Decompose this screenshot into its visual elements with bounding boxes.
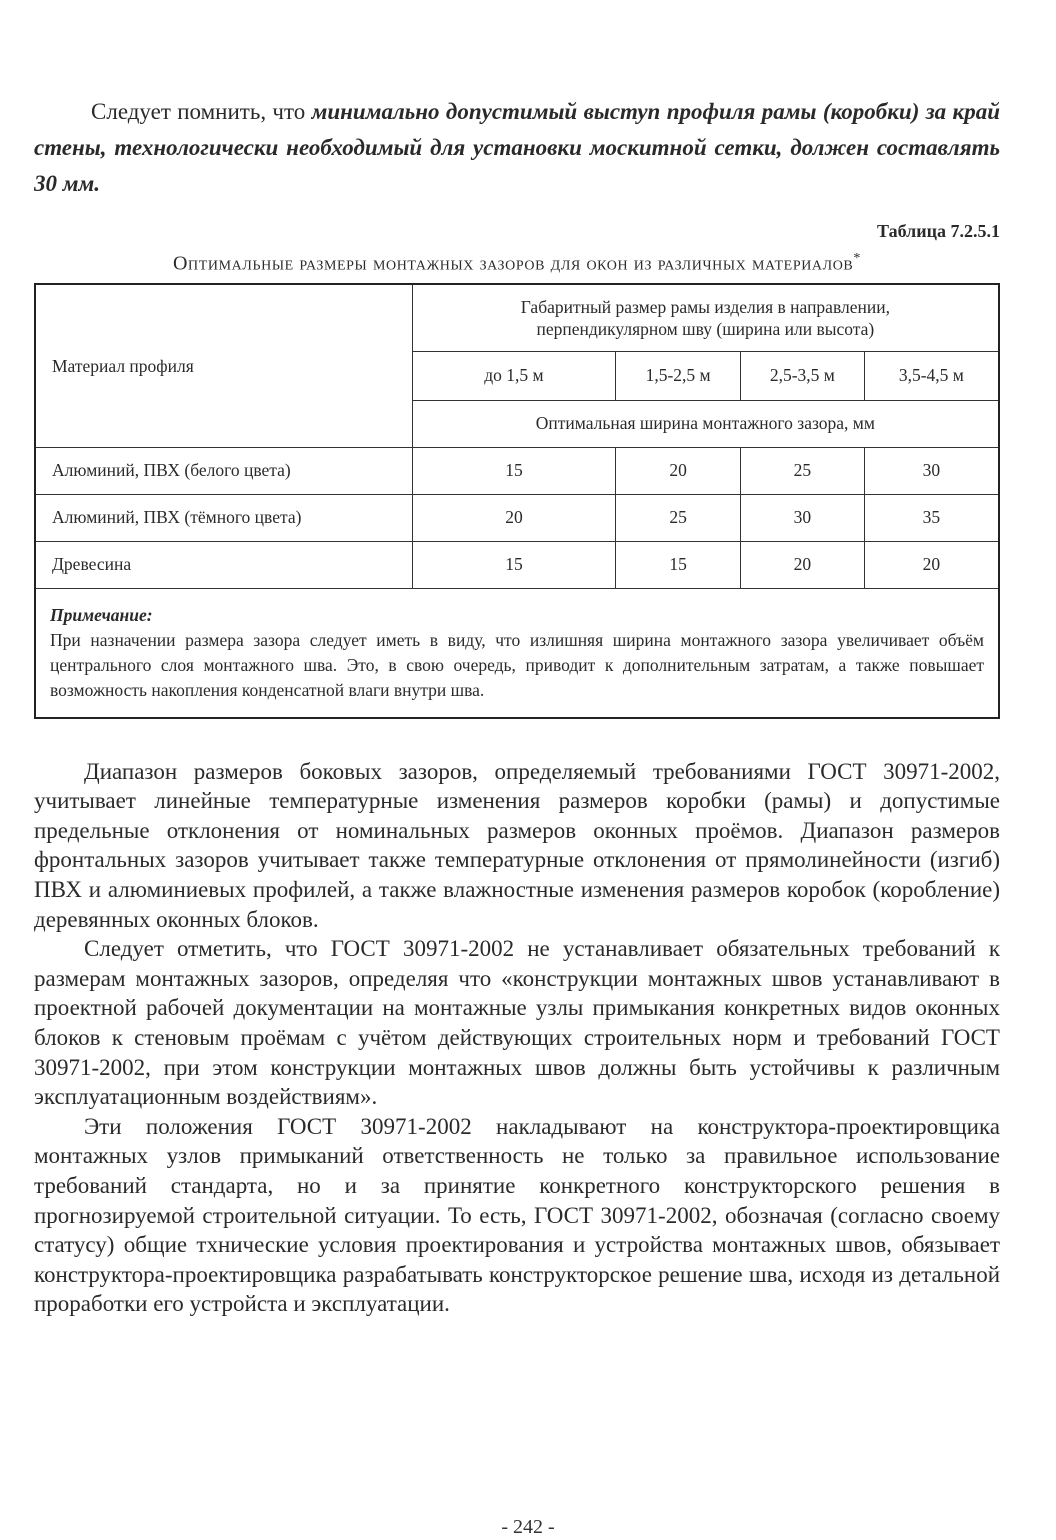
value-cell: 30: [740, 494, 864, 541]
size-header-line2: перпендикулярном шву (ширина или высота): [536, 318, 875, 339]
table-row: [35, 447, 999, 494]
value-cell: 20: [412, 494, 616, 541]
table-number: Таблица 7.2.5.1: [877, 221, 1000, 241]
page-content: [34, 94, 1000, 1319]
body-text: [34, 757, 1000, 1319]
table-header-row: [35, 284, 999, 352]
size-range-cell: до 1,5 м: [412, 351, 616, 400]
material-header: Материал профиля: [35, 284, 412, 448]
table-title: [34, 246, 1000, 277]
value-cell: 20: [864, 541, 999, 588]
table-row: [35, 494, 999, 541]
value-cell: 20: [740, 541, 864, 588]
table-title-footnote-marker: *: [853, 251, 861, 266]
size-header: [412, 284, 999, 352]
size-header-line1: Габаритный размер рамы изделия в направлении,: [520, 296, 890, 317]
size-range-cell: 2,5-3,5 м: [740, 351, 864, 400]
material-cell: Древесина: [35, 541, 412, 588]
value-cell: 15: [412, 541, 616, 588]
body-paragraph: Эти положения ГОСТ 30971-2002 накладывают на конструктора-проектировщика монтажных узлов примыканий ответственность не только за правильное использование требований стандарта, но и за принятие конкретного конструкторского решения в прогнозируемой строительной ситуации. То есть, ГОСТ 30971-2002, обозначая (согласно своему статусу) общие тхнические условия проектирования и устройства монтажных швов, обязывает конструктора-проектировщика разрабатывать конструкторское решение шва, исходя из детальной проработки его устройста и эксплуатации.: [34, 1113, 1000, 1317]
gaps-table: [34, 283, 1000, 719]
value-cell: 20: [616, 447, 741, 494]
value-cell: 15: [616, 541, 741, 588]
value-cell: 25: [740, 447, 864, 494]
value-cell: 30: [864, 447, 999, 494]
note-label: Примечание:: [50, 604, 153, 625]
table-row: [35, 541, 999, 588]
intro-paragraph: [34, 94, 1000, 202]
intro-emphasis: минимально допустимый выступ профиля рамы (коробки) за край стены, технологически необходимый для установки москитной сетки, должен составлять 30 мм.: [34, 99, 1000, 196]
note-row: [35, 588, 999, 718]
body-paragraph: Диапазон размеров боковых зазоров, определяемый требованиями ГОСТ 30971-2002, учитывает линейные температурные изменения размеров коробки (рамы) и допустимые предельные отклонения от номинальных размеров оконных проёмов. Диапазон размеров фронтальных зазоров учитывает также температурные отклонения от прямолинейности (изгиб) ПВХ и алюминиевых профилей, а также влажностные изменения размеров коробок (коробление) деревянных оконных блоков.: [34, 758, 1000, 932]
size-range-cell: 3,5-4,5 м: [864, 351, 999, 400]
size-range-cell: 1,5-2,5 м: [616, 351, 741, 400]
value-cell: 35: [864, 494, 999, 541]
value-cell: 15: [412, 447, 616, 494]
intro-lead: Следует помнить, что: [91, 99, 312, 124]
gap-header: Оптимальная ширина монтажного зазора, мм: [412, 400, 999, 447]
page-number: - 242 -: [501, 1516, 555, 1538]
body-paragraph: Следует отметить, что ГОСТ 30971-2002 не устанавливает обязательных требований к размерам монтажных зазоров, определяя что «конструкции монтажных швов устанавливают в проектной рабочей документации на монтажные узлы примыкания конкретных видов оконных блоков к стеновым проёмам с учётом действующих строительных норм и требований ГОСТ 30971-2002, при этом конструкции монтажных швов должны быть устойчивы к различным эксплуатационным воздействиям».: [34, 936, 1000, 1110]
table-title-text: Оптимальные размеры монтажных зазоров для окон из различных материалов: [173, 252, 854, 275]
material-cell: Алюминий, ПВХ (белого цвета): [35, 447, 412, 494]
note-cell: [35, 588, 999, 718]
value-cell: 25: [616, 494, 741, 541]
note-text: При назначении размера зазора следует иметь в виду, что излишняя ширина монтажного зазора увеличивает объём центрального слоя монтажного шва. Это, в свою очередь, приводит к дополнительным затратам, а также повышает возможность накопления конденсатной влаги внутри шва.: [50, 629, 984, 700]
material-cell: Алюминий, ПВХ (тёмного цвета): [35, 494, 412, 541]
